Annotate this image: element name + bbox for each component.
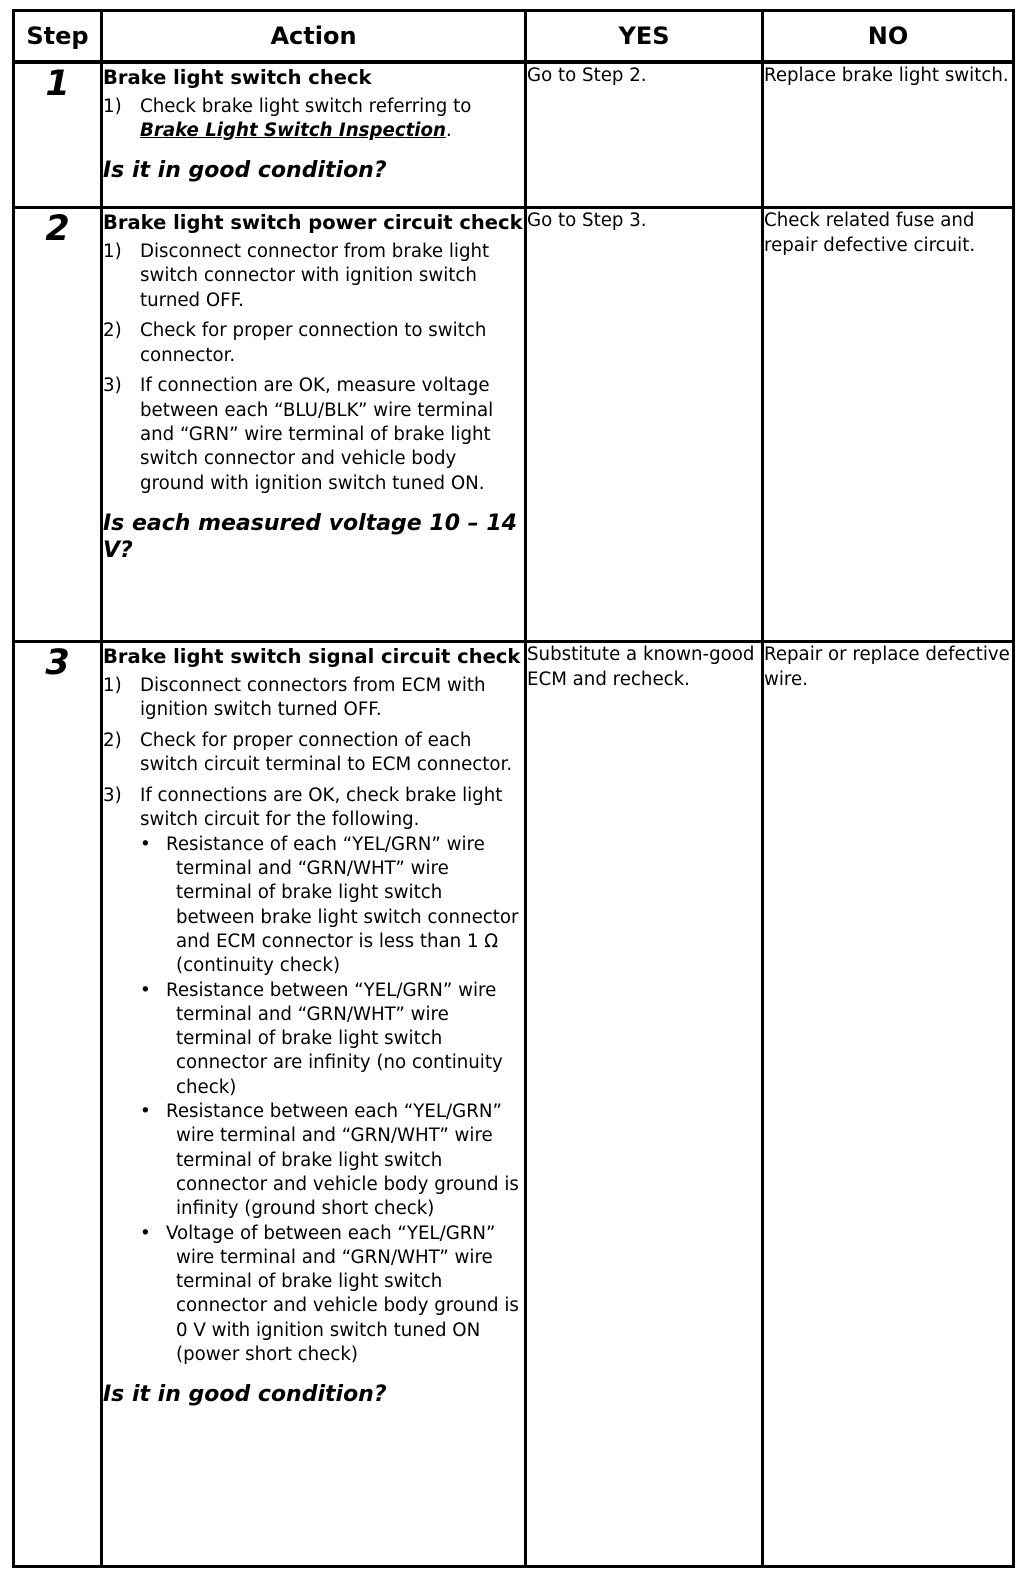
action-list — [103, 674, 524, 1367]
no-cell: Replace brake light switch. — [763, 62, 1014, 208]
action-item-text: If connections are OK, check brake light switch circuit for the following. — [140, 785, 503, 831]
bullet-icon: • — [140, 979, 151, 1001]
action-item-number: 3) — [103, 785, 122, 807]
action-item-text: Check brake light switch referring to — [140, 95, 472, 117]
action-item-number: 1) — [103, 675, 122, 696]
action-item — [103, 784, 524, 1367]
step-number: 2 — [14, 208, 102, 642]
action-title: Brake light switch power circuit check — [103, 211, 523, 234]
action-item-number: 1) — [103, 95, 122, 117]
action-item-text: Check for proper connection of each switch circuit terminal to ECM connector. — [140, 730, 513, 776]
header-no: NO — [763, 11, 1014, 62]
bullet-icon: • — [140, 1101, 151, 1123]
table-row — [14, 642, 1014, 1567]
action-title: Brake light switch check — [103, 65, 372, 89]
yes-cell: Substitute a known-good ECM and recheck. — [526, 642, 763, 1567]
action-item-text: Disconnect connector from brake light switch connector with ignition switch turned OFF. — [140, 241, 490, 311]
check-item — [140, 1222, 524, 1368]
inspection-reference-link[interactable]: Brake Light Switch Inspection — [140, 119, 446, 141]
action-item-text: Check for proper connection to switch connector. — [140, 320, 487, 366]
action-item-text: If connection are OK, measure voltage between each “BLU/BLK” wire terminal and “GRN” wire terminal of brake light switch connector and vehicle body ground with ignition switch tuned ON. — [140, 375, 494, 494]
action-item — [103, 95, 524, 144]
check-item-lead: Voltage of between each — [166, 1222, 392, 1244]
action-question: Is it in good condition? — [103, 158, 387, 184]
check-item-text: wire terminal and “GRN/WHT” wire terminal of brake light switch between brake light switch connector and ECM connector is less than 1 Ω (continuity check) — [176, 833, 519, 977]
check-list — [140, 833, 524, 1368]
action-item — [103, 674, 524, 723]
check-item-text: “YEL/GRN” wire terminal and “GRN/WHT” wire terminal of brake light switch connector and vehicle body ground is 0 V with ignition switch tuned ON (power short check) — [176, 1222, 519, 1366]
table-row — [14, 62, 1014, 208]
bullet-icon: • — [140, 833, 151, 855]
yes-cell: Go to Step 3. — [526, 208, 763, 642]
step-number: 3 — [14, 642, 102, 1567]
action-cell — [102, 62, 526, 208]
action-list — [103, 240, 524, 496]
step-number: 1 — [14, 62, 102, 208]
no-cell: Repair or replace defective wire. — [763, 642, 1014, 1567]
action-item-text-end: . — [445, 119, 452, 141]
no-cell: Check related fuse and repair defective circuit. — [763, 208, 1014, 642]
yes-cell: Go to Step 2. — [526, 62, 763, 208]
check-item-text: wire terminal and “GRN/WHT” wire terminal of brake light switch connector are infinity (no continuity check) — [176, 979, 503, 1098]
header-yes: YES — [526, 11, 763, 62]
action-item-number: 2) — [103, 730, 122, 752]
table-row — [14, 208, 1014, 642]
action-item — [103, 729, 524, 778]
check-item — [140, 833, 524, 979]
action-item-number: 2) — [103, 320, 122, 342]
check-item-lead: Resistance between each — [166, 1101, 399, 1123]
action-question: Is it in good condition? — [103, 1382, 387, 1408]
check-item-lead: Resistance between “YEL/GRN” — [166, 979, 453, 1001]
action-list — [103, 95, 524, 144]
check-item — [140, 1100, 524, 1221]
action-item-number: 3) — [103, 375, 122, 397]
check-item-text: “YEL/GRN” wire terminal and “GRN/WHT” wire terminal of brake light switch connector and vehicle body ground is infinity (ground short check) — [176, 1101, 519, 1220]
action-cell — [102, 642, 526, 1567]
header-action: Action — [102, 11, 526, 62]
action-item — [103, 319, 524, 368]
action-item-number: 1) — [103, 241, 122, 262]
diagnostic-table — [12, 9, 1015, 1568]
check-item-lead: Resistance of each “YEL/GRN” — [166, 833, 441, 855]
action-cell — [102, 208, 526, 642]
header-step: Step — [14, 11, 102, 62]
action-title: Brake light switch signal circuit check — [103, 645, 521, 668]
action-item-text: Disconnect connectors from ECM with ignition switch turned OFF. — [140, 675, 486, 721]
header-row — [14, 11, 1014, 62]
action-item — [103, 374, 524, 495]
bullet-icon: • — [140, 1222, 151, 1244]
action-item — [103, 240, 524, 313]
action-question: Is each measured voltage 10 – 14 V? — [103, 510, 517, 563]
check-item — [140, 979, 524, 1100]
